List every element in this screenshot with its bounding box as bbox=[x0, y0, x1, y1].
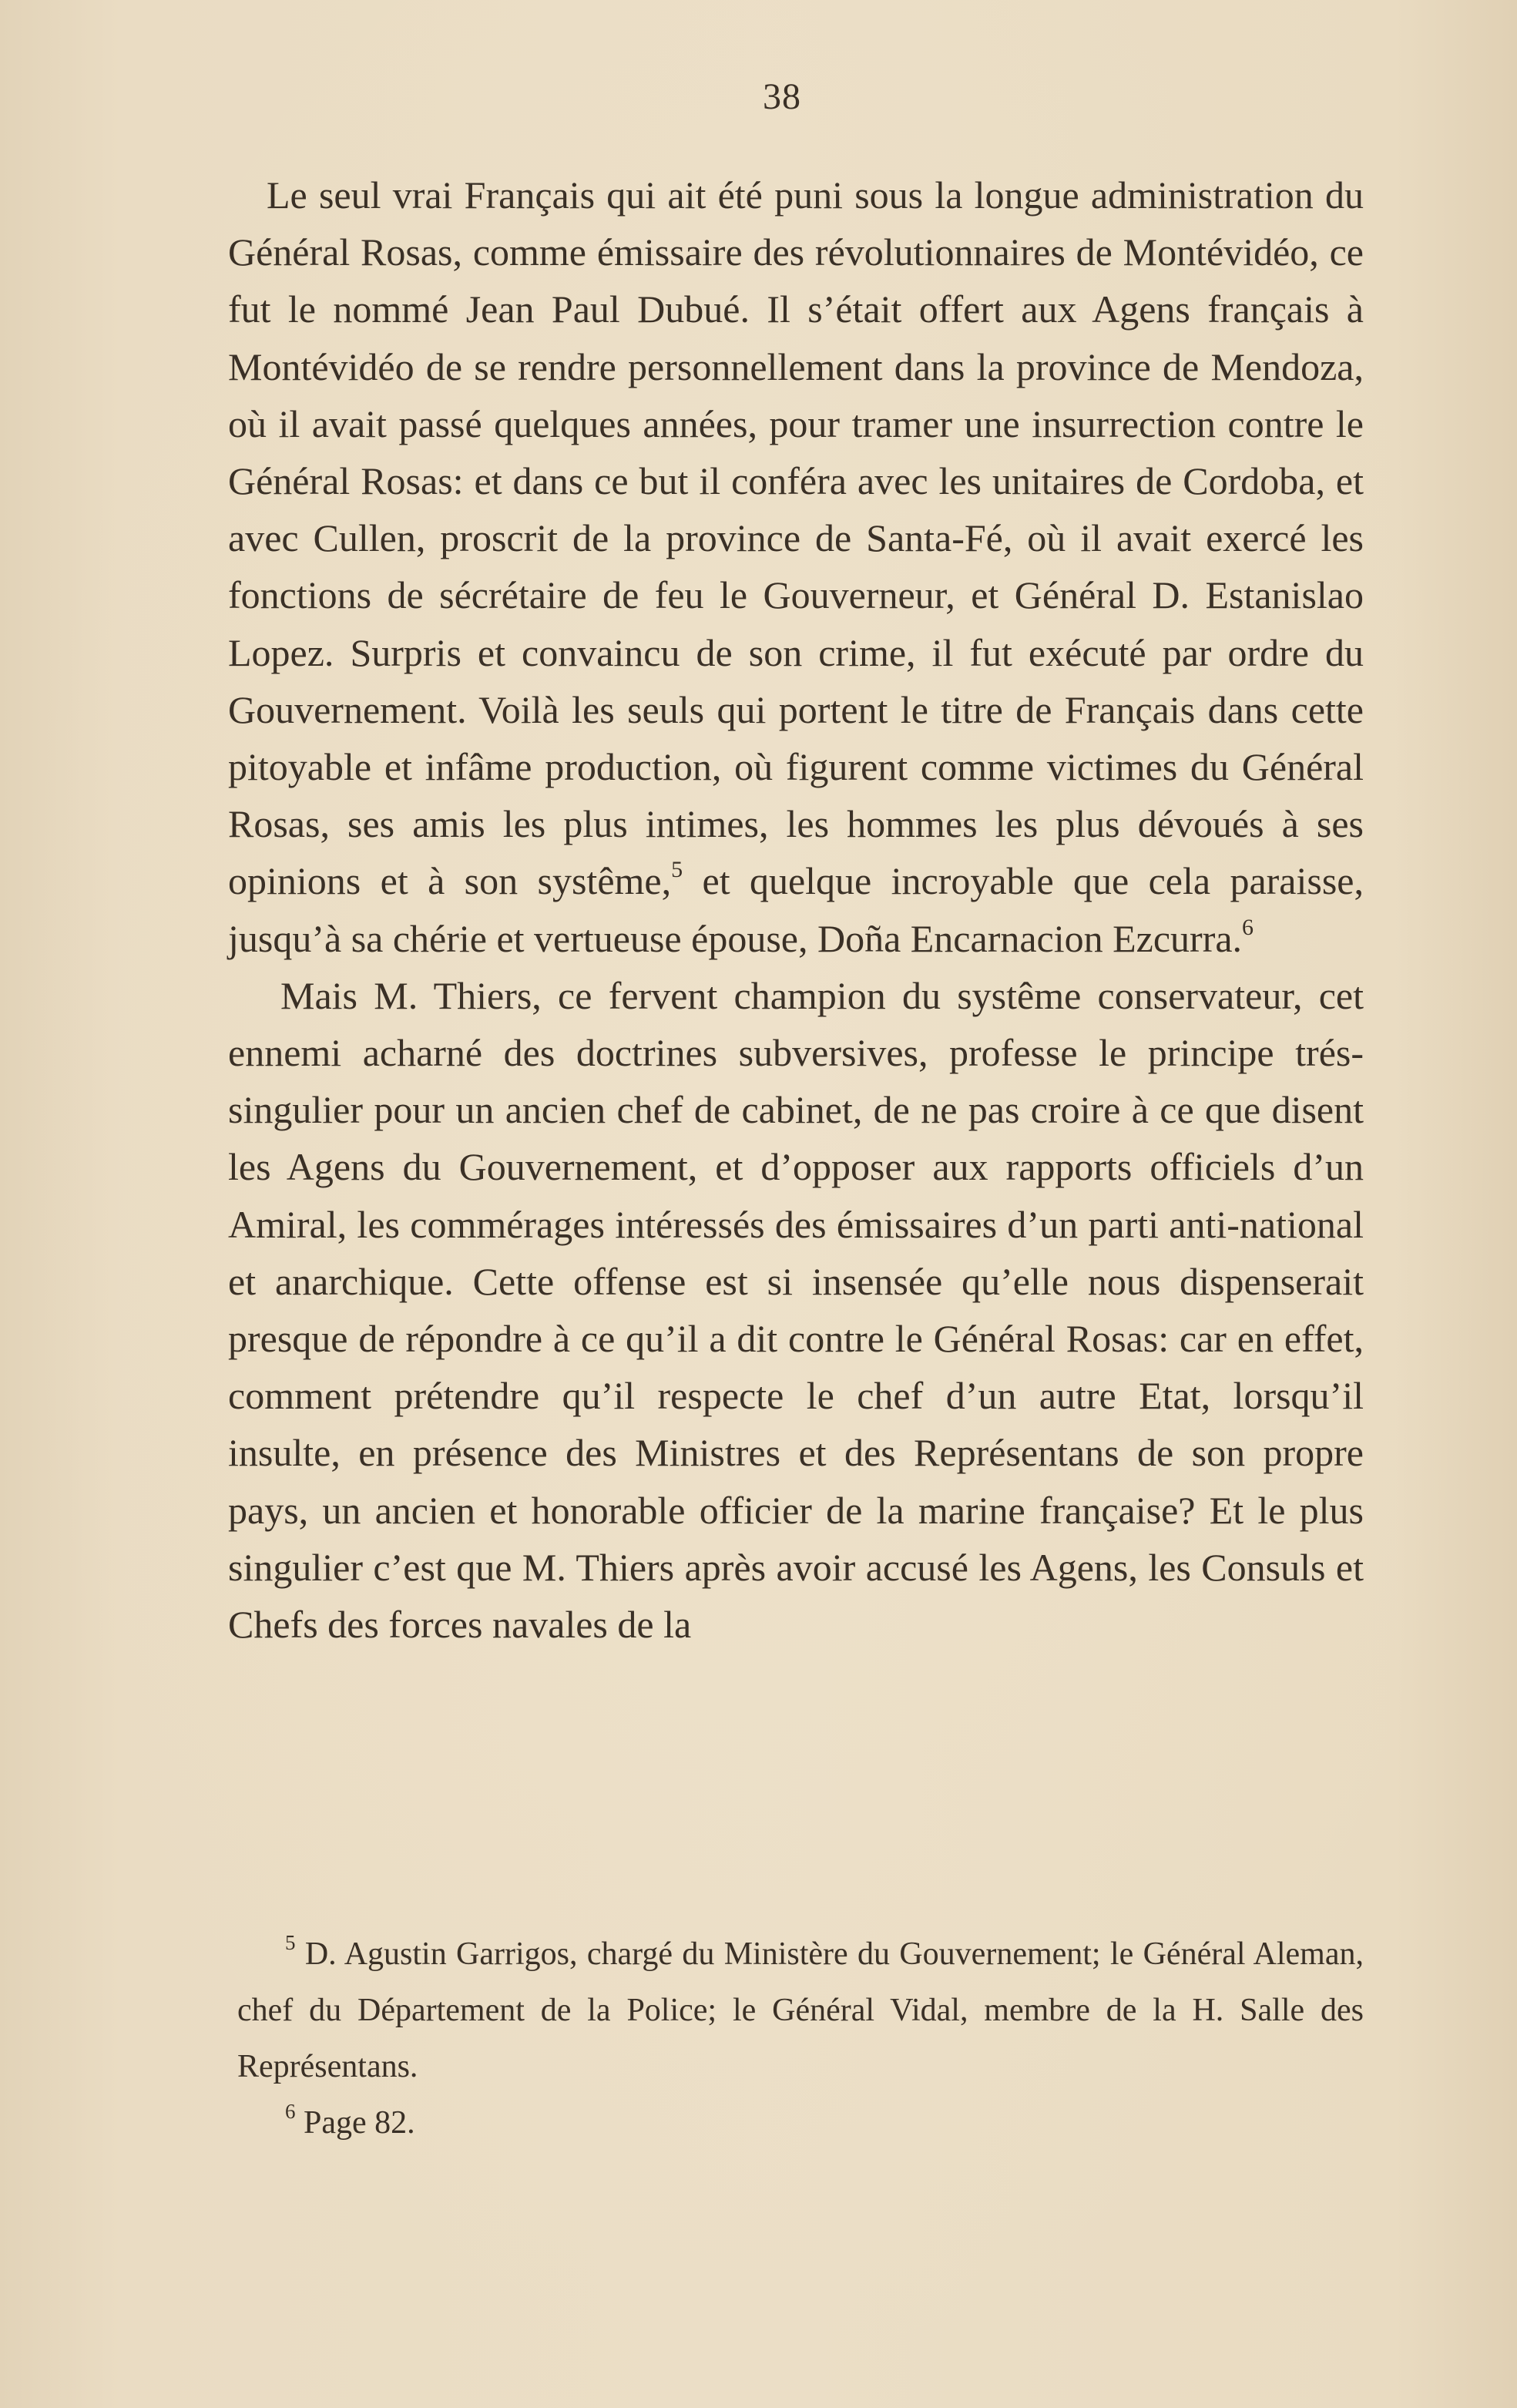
footnote-ref-5: 5 bbox=[671, 857, 683, 883]
paragraph-1-text: Le seul vrai Français qui ait été puni sous la longue administration du Général Rosas, comme émissaire des révolutionnaires de Montévidéo, ce fut le nommé Jean Paul Dubué. Il s’était offert aux Agens français à Montévidéo de se rendre personnellement dans la province de Mendoza, où il avait passé quelques années, pour tramer une insurrection contre le Général Rosas: et dans ce but il conféra avec les unitaires de Cordoba, et avec Cullen, proscrit de la province de Santa-Fé, où il avait exercé les fonctions de sécrétaire de feu le Gouverneur, et Général D. Estanislao Lopez. Surpris et convaincu de son crime, il fut exécuté par ordre du Gouvernement. Voilà les seuls qui portent le titre de Français dans cette pitoyable et infâme production, où figurent comme victimes du Général Rosas, ses amis les plus intimes, les hommes les plus dévoués à ses opinions et à son systême, bbox=[228, 173, 1364, 903]
page-number: 38 bbox=[763, 76, 801, 117]
footnote-5-text: D. Agustin Garrigos, chargé du Ministère du Gouvernement; le Général Aleman, chef du Département de la Police; le Général Vidal, membre de la H. Salle des Représentans. bbox=[237, 1936, 1364, 2084]
footnote-ref-6: 6 bbox=[1242, 914, 1254, 940]
paragraph-2-text: Mais M. Thiers, ce fervent champion du systême conservateur, cet ennemi acharné des doctrines subversives, professe le principe trés-singulier pour un ancien chef de cabinet, de ne pas croire à ce que disent les Agens du Gouvernement, et d’opposer aux rapports officiels d’un Amiral, les commérages intéressés des émissaires d’un parti anti-national et anarchique. Cette offense est si insensée qu’elle nous dispenserait presque de répondre à ce qu’il a dit contre le Général Rosas: car en effet, comment prétendre qu’il respecte le chef d’un autre Etat, lorsqu’il insulte, en présence des Ministres et des Représentans de son propre pays, un ancien et honorable officier de la marine française? Et le plus singulier c’est que M. Thiers après avoir accusé les Agens, les Consuls et Chefs des forces navales de la bbox=[228, 973, 1364, 1647]
footnote-6-text: Page 82. bbox=[295, 2105, 415, 2141]
footnote-5 bbox=[237, 1926, 1364, 2095]
paragraph-1 bbox=[228, 166, 1364, 967]
footnote-5-mark: 5 bbox=[285, 1931, 296, 1954]
footnote-6 bbox=[237, 2095, 1364, 2151]
footnotes bbox=[237, 1926, 1364, 2151]
main-text bbox=[228, 166, 1364, 1653]
footnote-6-mark: 6 bbox=[285, 2100, 296, 2123]
paragraph-2 bbox=[228, 967, 1364, 1653]
paragraph-1-text-continued: et quelque incroyable que cela paraisse, jusqu’à sa chérie et vertueuse épouse, Doña Encarnacion Ezcurra. bbox=[228, 859, 1364, 960]
